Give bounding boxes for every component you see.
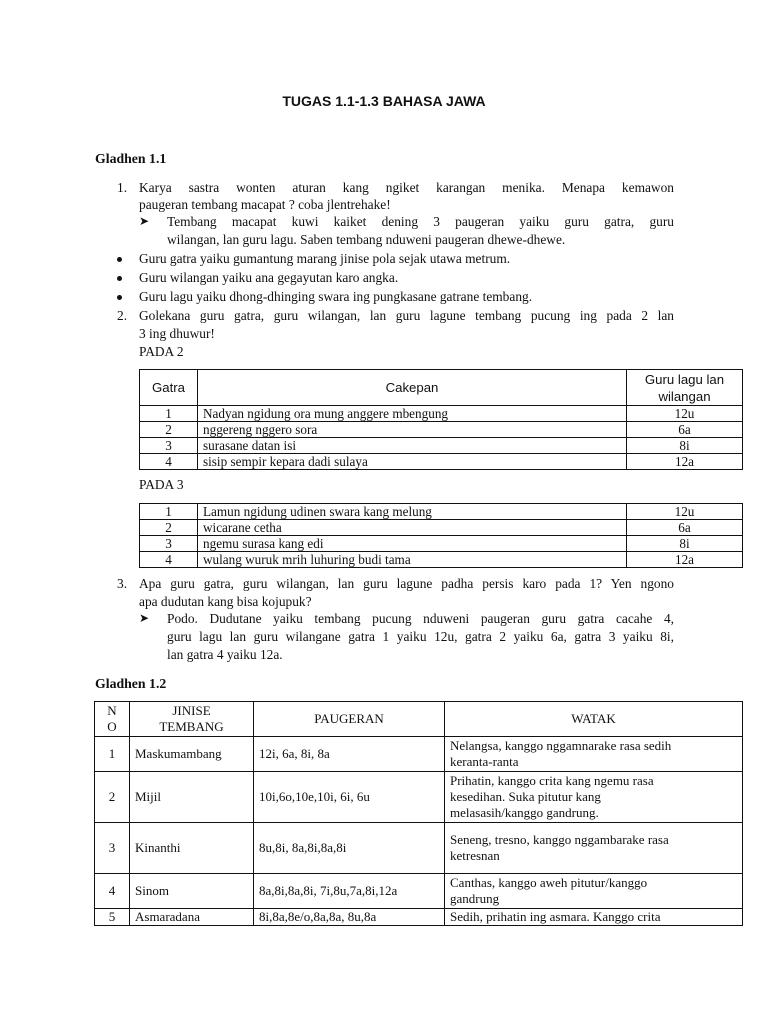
- question-2-line-2: 3 ing dhuwur!: [139, 326, 215, 341]
- header-no-line-2: O: [107, 719, 117, 734]
- cell-no: 2: [95, 772, 130, 823]
- table-row: [140, 422, 743, 438]
- table-row: [140, 520, 743, 536]
- table-row: [95, 772, 743, 823]
- table-row: [140, 406, 743, 422]
- tembang-table: [94, 701, 743, 926]
- cell-guru: 12u: [627, 406, 743, 422]
- cell-paugeran: 10i,6o,10e,10i, 6i, 6u: [254, 772, 445, 823]
- table-row: [140, 536, 743, 552]
- question-3-line-1: Apa guru gatra, guru wilangan, lan guru lagune padha persis karo pada 1? Yen ngono: [139, 576, 674, 591]
- table-row: [140, 438, 743, 454]
- cell-jinise: Mijil: [130, 772, 254, 823]
- bullet-item-guru-wilangan: Guru wilangan yaiku ana gegayutan karo angka.: [139, 270, 399, 285]
- header-jinise-line-2: TEMBANG: [159, 719, 224, 734]
- cell-paugeran: 8i,8a,8e/o,8a,8a, 8u,8a: [254, 909, 445, 926]
- watak-line-1: Nelangsa, kanggo nggamnarake rasa sedih: [450, 738, 672, 753]
- cell-cakepan: ngemu surasa kang edi: [198, 536, 627, 552]
- cell-cakepan: Lamun ngidung udinen swara kang melung: [198, 504, 627, 520]
- pada-2-label: PADA 2: [139, 344, 184, 359]
- watak-line-3: melasasih/kanggo gandrung.: [450, 805, 599, 820]
- document-title: TUGAS 1.1-1.3 BAHASA JAWA: [282, 93, 486, 109]
- cell-gatra: 4: [140, 454, 198, 470]
- cell-gatra: 3: [140, 438, 198, 454]
- header-jinise-line-1: JINISE: [172, 703, 211, 718]
- cell-cakepan: nggereng nggero sora: [198, 422, 627, 438]
- answer-1-line-2: wilangan, lan guru lagu. Saben tembang nduweni paugeran dhewe-dhewe.: [167, 232, 566, 247]
- watak-line-2: gandrung: [450, 891, 500, 906]
- cell-guru: 6a: [627, 520, 743, 536]
- cell-jinise: Sinom: [130, 874, 254, 909]
- watak-line-2: keranta-ranta: [450, 754, 519, 769]
- table-row: [95, 823, 743, 874]
- header-jinise-tembang: [130, 702, 254, 737]
- table-row: [140, 552, 743, 568]
- bullet-dot-icon: [117, 257, 122, 262]
- question-3-line-2: apa dudutan kang bisa kojupuk?: [139, 594, 312, 609]
- answer-1-line-1: Tembang macapat kuwi kaiket dening 3 paugeran yaiku guru gatra, guru: [167, 214, 674, 229]
- table-row: [95, 909, 743, 926]
- answer-3-line-2: guru lagu lan guru wilangane gatra 1 yaiku 12u, gatra 2 yaiku 6a, gatra 3 yaiku 8i,: [167, 629, 674, 644]
- cell-no: 4: [95, 874, 130, 909]
- cell-paugeran: 8u,8i, 8a,8i,8a,8i: [254, 823, 445, 874]
- header-gatra: Gatra: [140, 370, 198, 406]
- table-row: [95, 737, 743, 772]
- cell-cakepan: Nadyan ngidung ora mung anggere mbengung: [198, 406, 627, 422]
- cell-watak: [445, 772, 743, 823]
- cell-guru: 12a: [627, 454, 743, 470]
- header-no-line-1: N: [107, 703, 117, 718]
- bullet-item-guru-lagu: Guru lagu yaiku dhong-dhinging swara ing pungkasane gatrane tembang.: [139, 289, 533, 304]
- cell-no: 1: [95, 737, 130, 772]
- arrow-bullet-icon: ➤: [139, 214, 150, 228]
- cell-paugeran: 8a,8i,8a,8i, 7i,8u,7a,8i,12a: [254, 874, 445, 909]
- table-row: [140, 454, 743, 470]
- cell-gatra: 1: [140, 406, 198, 422]
- bullet-dot-icon: [117, 295, 122, 300]
- watak-line-2: kesedihan. Suka pitutur kang: [450, 789, 601, 804]
- answer-3-line-1: Podo. Dudutane yaiku tembang pucung nduweni paugeran guru gatra cacahe 4,: [167, 611, 674, 626]
- cell-jinise: Asmaradana: [130, 909, 254, 926]
- cell-cakepan: surasane datan isi: [198, 438, 627, 454]
- cell-no: 3: [95, 823, 130, 874]
- question-number-3: 3.: [117, 576, 128, 591]
- pada-3-table: [139, 503, 743, 568]
- table-header-row: [140, 370, 743, 406]
- cell-watak: Sedih, prihatin ing asmara. Kanggo crita: [445, 909, 743, 926]
- cell-paugeran: 12i, 6a, 8i, 8a: [254, 737, 445, 772]
- cell-cakepan: wulang wuruk mrih luhuring budi tama: [198, 552, 627, 568]
- header-cakepan: Cakepan: [198, 370, 627, 406]
- question-1-line-1: Karya sastra wonten aturan kang ngiket karangan menika. Menapa kemawon: [139, 180, 674, 195]
- bullet-dot-icon: [117, 276, 122, 281]
- header-guru-lagu-wilangan: [627, 370, 743, 406]
- cell-gatra: 1: [140, 504, 198, 520]
- watak-line-1: Seneng, tresno, kanggo nggambarake rasa: [450, 832, 669, 847]
- cell-guru: 12u: [627, 504, 743, 520]
- cell-watak: [445, 823, 743, 874]
- header-guru-line-2: wilangan: [658, 388, 711, 404]
- watak-line-1: Canthas, kanggo aweh pitutur/kanggo: [450, 875, 648, 890]
- cell-gatra: 4: [140, 552, 198, 568]
- cell-gatra: 2: [140, 520, 198, 536]
- cell-watak: [445, 737, 743, 772]
- cell-jinise: Maskumambang: [130, 737, 254, 772]
- cell-guru: 12a: [627, 552, 743, 568]
- cell-no: 5: [95, 909, 130, 926]
- header-watak: WATAK: [445, 702, 743, 737]
- cell-gatra: 3: [140, 536, 198, 552]
- cell-cakepan: wicarane cetha: [198, 520, 627, 536]
- table-row: [140, 504, 743, 520]
- bullet-item-guru-gatra: Guru gatra yaiku gumantung marang jinise pola sejak utawa metrum.: [139, 251, 511, 266]
- cell-guru: 6a: [627, 422, 743, 438]
- question-2-line-1: Golekana guru gatra, guru wilangan, lan guru lagune tembang pucung ing pada 2 lan: [139, 308, 674, 323]
- header-guru-line-1: Guru lagu lan: [644, 371, 725, 387]
- cell-jinise: Kinanthi: [130, 823, 254, 874]
- question-1-line-2: paugeran tembang macapat ? coba jlentrehake!: [139, 197, 391, 212]
- section-heading-gladhen-1-2: Gladhen 1.2: [95, 676, 167, 691]
- cell-gatra: 2: [140, 422, 198, 438]
- table-row: [95, 874, 743, 909]
- arrow-bullet-icon: ➤: [139, 611, 150, 625]
- cell-guru: 8i: [627, 536, 743, 552]
- watak-line-2: ketresnan: [450, 848, 500, 863]
- question-number-2: 2.: [117, 308, 128, 323]
- watak-line-1: Prihatin, kanggo crita kang ngemu rasa: [450, 773, 654, 788]
- cell-guru: 8i: [627, 438, 743, 454]
- header-no: [95, 702, 130, 737]
- section-heading-gladhen-1-1: Gladhen 1.1: [95, 151, 167, 166]
- cell-watak: [445, 874, 743, 909]
- header-paugeran: PAUGERAN: [254, 702, 445, 737]
- answer-3-line-3: lan gatra 4 yaiku 12a.: [167, 647, 283, 662]
- table-header-row: [95, 702, 743, 737]
- cell-cakepan: sisip sempir kepara dadi sulaya: [198, 454, 627, 470]
- pada-3-label: PADA 3: [139, 477, 184, 492]
- question-number-1: 1.: [117, 180, 128, 195]
- pada-2-table: [139, 369, 743, 470]
